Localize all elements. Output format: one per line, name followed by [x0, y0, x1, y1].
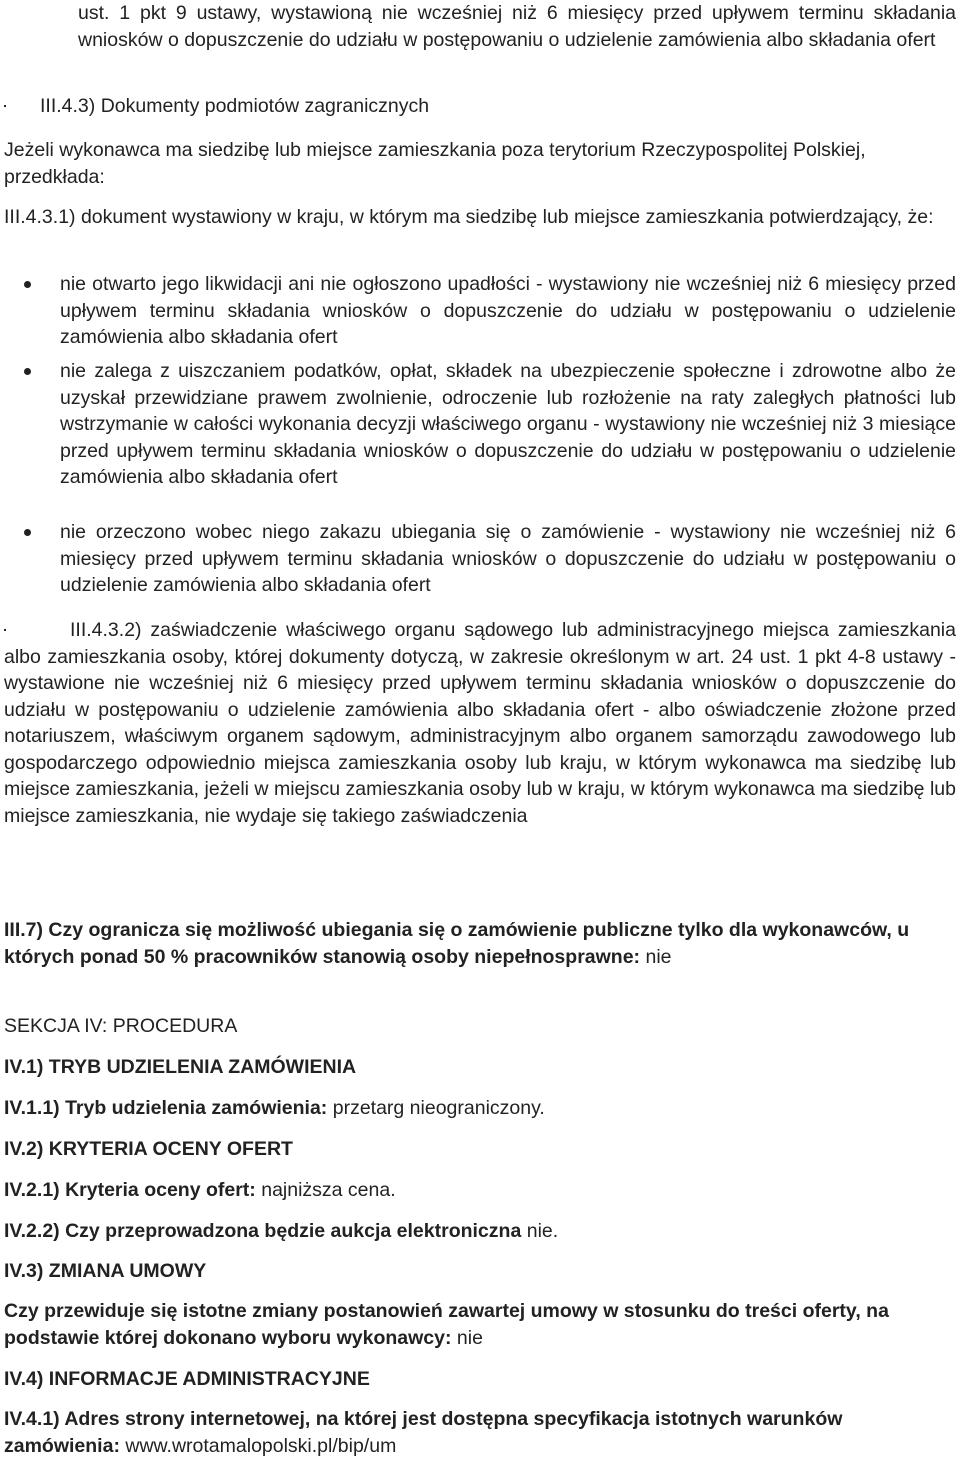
section-3-7-question: III.7) Czy ogranicza się możliwość ubiegania się o zamówienie publiczne tylko dla wykonawców, u których ponad 50 % pracowników stanowią osoby niepełnosprawne:	[4, 919, 910, 968]
iv-1-heading-text: IV.1) TRYB UDZIELENIA ZAMÓWIENIA	[4, 1056, 357, 1078]
list-item-text: nie zalega z uiszczaniem podatków, opłat, składek na ubezpieczenie społeczne i zdrowotne albo że uzyskał przewidziane prawem zwolnienie, odroczenie lub rozłożenie na raty zaległych płatności lub wstrzymanie w całości wykonania decyzji właściwego organu - wystawiony nie wcześniej niż 3 miesiące przed upływem terminu składania wniosków o dopuszczenie do udziału w postępowaniu o udzielenie zamówienia albo składania ofert	[60, 360, 956, 488]
iv-3-heading	[4, 1258, 956, 1285]
iv-1-1-value: przetarg nieograniczony.	[332, 1097, 545, 1119]
list-item-text: nie orzeczono wobec niego zakazu ubiegania się o zamówienie - wystawiony nie wcześniej niż 6 miesięcy przed upływem terminu składania wniosków o dopuszczenie do udziału w postępowaniu o udzielenie zamówienia albo składania ofert	[60, 521, 956, 596]
iv-4-heading	[4, 1366, 956, 1393]
bullet-dot-marker	[4, 629, 6, 631]
bullet-icon	[24, 529, 31, 536]
iv-3-question-label: Czy przewiduje się istotne zmiany postanowień zawartej umowy w stosunku do treści oferty, na podstawie której dokonano wyboru wykonawcy:	[4, 1300, 889, 1349]
iv-1-1	[4, 1095, 956, 1122]
item-3-4-3-1-lead: III.4.3.1) dokument wystawiony w kraju, w którym ma siedzibę lub miejsce zamieszkania potwierdzający, że:	[4, 206, 934, 228]
section-title: SEKCJA IV: PROCEDURA	[4, 1015, 238, 1037]
iv-3-heading-text: IV.3) ZMIANA UMOWY	[4, 1260, 207, 1282]
section-3-7-answer: nie	[645, 945, 672, 968]
bullet-dot-marker	[4, 105, 6, 107]
section-intro: Jeżeli wykonawca ma siedzibę lub miejsce zamieszkania poza terytorium Rzeczypospolitej Polskiej, przedkłada:	[4, 139, 866, 188]
list-item-text: nie otwarto jego likwidacji ani nie ogłoszono upadłości - wystawiony nie wcześniej niż 6 miesięcy przed upływem terminu składania wniosków o dopuszczenie do udziału w postępowaniu o udzielenie zamówienia albo składania ofert	[60, 273, 956, 348]
iv-2-1	[4, 1177, 956, 1204]
iv-4-1	[4, 1406, 956, 1459]
continuation-text: ust. 1 pkt 9 ustawy, wystawioną nie wcześniej niż 6 miesięcy przed upływem terminu składania wniosków o dopuszczenie do udziału w postępowaniu o udzielenie zamówienia albo składania ofert	[78, 2, 956, 51]
iv-2-1-value: najniższa cena.	[261, 1179, 396, 1201]
iv-2-1-label: IV.2.1) Kryteria oceny ofert:	[4, 1179, 256, 1201]
iv-2-heading	[4, 1136, 956, 1163]
item-3-4-3-2	[4, 617, 956, 829]
iv-1-heading	[4, 1054, 956, 1081]
iv-2-2-value: nie.	[526, 1220, 559, 1242]
bullet-icon	[24, 281, 31, 288]
iv-4-heading-text: IV.4) INFORMACJE ADMINISTRACYJNE	[4, 1368, 370, 1390]
iv-3-question	[4, 1298, 956, 1351]
iv-3-question-value: nie	[456, 1326, 483, 1349]
bullet-icon	[24, 368, 31, 375]
section-heading: III.4.3) Dokumenty podmiotów zagranicznych	[40, 95, 430, 117]
section-3-7	[4, 917, 956, 970]
iv-1-1-label: IV.1.1) Tryb udzielenia zamówienia:	[4, 1097, 328, 1119]
iv-2-2	[4, 1218, 956, 1245]
iv-2-heading-text: IV.2) KRYTERIA OCENY OFERT	[4, 1138, 293, 1160]
iv-4-1-label: IV.4.1) Adres strony internetowej, na której jest dostępna specyfikacja istotnych warunków zamówienia:	[4, 1408, 843, 1457]
iv-4-1-url: www.wrotamalopolski.pl/bip/um	[125, 1434, 397, 1457]
iv-2-2-label: IV.2.2) Czy przeprowadzona będzie aukcja elektroniczna	[4, 1220, 522, 1242]
item-3-4-3-2-text: III.4.3.2) zaświadczenie właściwego organu sądowego lub administracyjnego miejsca zamieszkania albo zamieszkania osoby, której dokumenty dotyczą, w zakresie określonym w art. 24 ust. 1 pkt 4-8 ustawy - wystawione nie wcześniej niż 6 miesięcy przed upływem terminu składania wniosków o dopuszczenie do udziału w postępowaniu o udzielenie zamówienia albo składania ofert - albo oświadczenie złożone przed notariuszem, właściwym organem sądowym, administracyjnym albo organem samorządu zawodowego lub gospodarczego odpowiednio miejsca zamieszkania osoby lub kraju, w którym wykonawca ma siedzibę lub miejsce zamieszkania, jeżeli w miejscu zamieszkania osoby lub w kraju, w którym wykonawca ma siedzibę lub miejsce zamieszkania, nie wydaje się takiego zaświadczenia	[4, 619, 956, 827]
